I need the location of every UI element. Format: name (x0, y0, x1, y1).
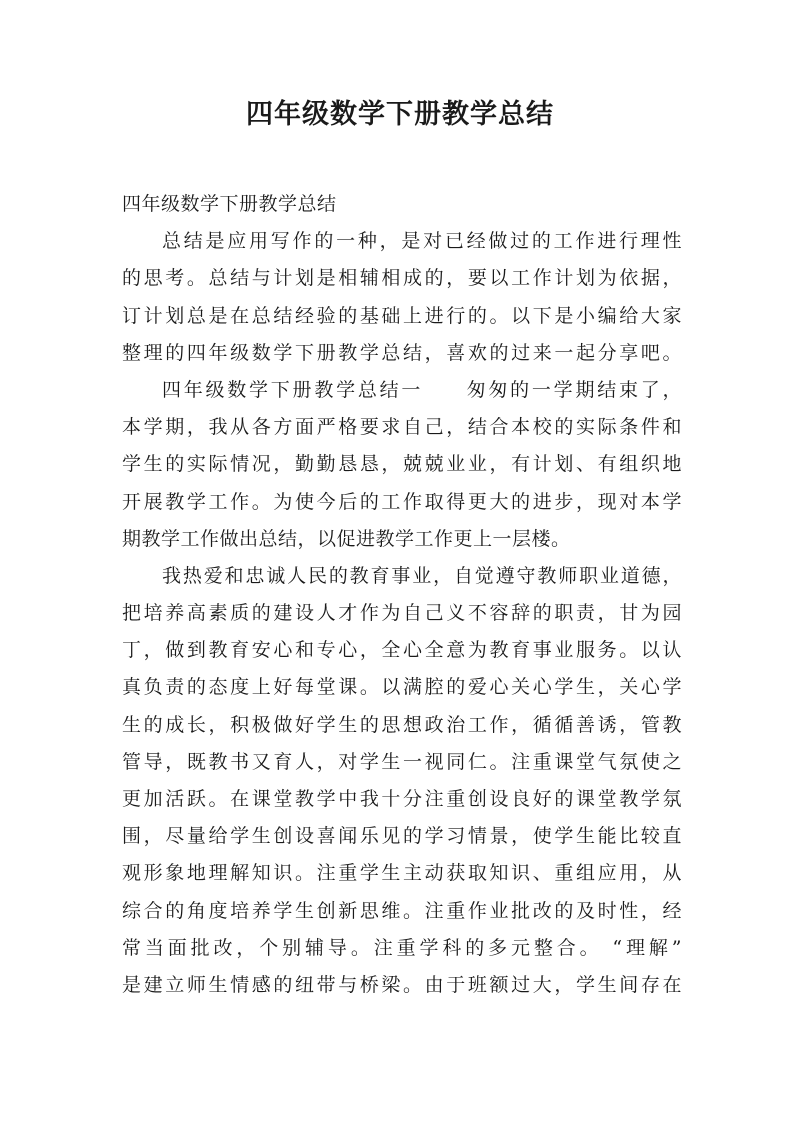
paragraph-line: 本学期，我从各方面严格要求自己，结合本校的实际条件和 (122, 416, 682, 439)
paragraph-line: 把培养高素质的建设人才作为自己义不容辞的职责，甘为园 (122, 602, 682, 625)
subheading-line: 四年级数学下册教学总结 (122, 193, 337, 215)
paragraph-line: 综合的角度培养学生创新思维。注重作业批改的及时性，经 (122, 899, 682, 922)
paragraph-line: 围，尽量给学生创设喜闻乐见的学习情景，使学生能比较直 (122, 825, 682, 848)
document-title: 四年级数学下册教学总结 (246, 99, 554, 130)
paragraph-line: 四年级数学下册教学总结一 匆匆的一学期结束了， (162, 378, 682, 401)
paragraph-line: 期教学工作做出总结，以促进教学工作更上一层楼。 (122, 527, 571, 550)
paragraph-line: 我热爱和忠诚人民的教育事业，自觉遵守教师职业道德， (162, 564, 682, 587)
paragraph-line: 的思考。总结与计划是相辅相成的，要以工作计划为依据， (122, 267, 682, 290)
paragraph-line: 常当面批改，个别辅导。注重学科的多元整合。 “理解” (122, 936, 682, 959)
paragraph-line: 是建立师生情感的纽带与桥梁。由于班额过大，学生间存在 (122, 973, 682, 996)
paragraph-line: 更加活跃。在课堂教学中我十分注重创设良好的课堂教学氛 (122, 788, 682, 810)
paragraph-line: 丁，做到教育安心和专心，全心全意为教育事业服务。以认 (122, 639, 682, 662)
paragraph-line: 生的成长，积极做好学生的思想政治工作，循循善诱，管教 (122, 713, 682, 736)
document-body (122, 186, 682, 1004)
paragraph-line: 管导，既教书又育人，对学生一视同仁。注重课堂气氛使之 (122, 750, 682, 773)
paragraph-line: 整理的四年级数学下册教学总结，喜欢的过来一起分享吧。 (122, 341, 682, 364)
paragraph-line: 观形象地理解知识。注重学生主动获取知识、重组应用，从 (122, 862, 682, 885)
paragraph-line: 真负责的态度上好每堂课。以满腔的爱心关心学生，关心学 (122, 676, 682, 699)
paragraph-line: 开展教学工作。为使今后的工作取得更大的进步，现对本学 (122, 490, 682, 513)
paragraph-line: 学生的实际情况，勤勤恳恳，兢兢业业，有计划、有组织地 (122, 453, 682, 476)
paragraph-line: 订计划总是在总结经验的基础上进行的。以下是小编给大家 (122, 304, 682, 327)
paragraph-line: 总结是应用写作的一种，是对已经做过的工作进行理性 (162, 230, 682, 253)
